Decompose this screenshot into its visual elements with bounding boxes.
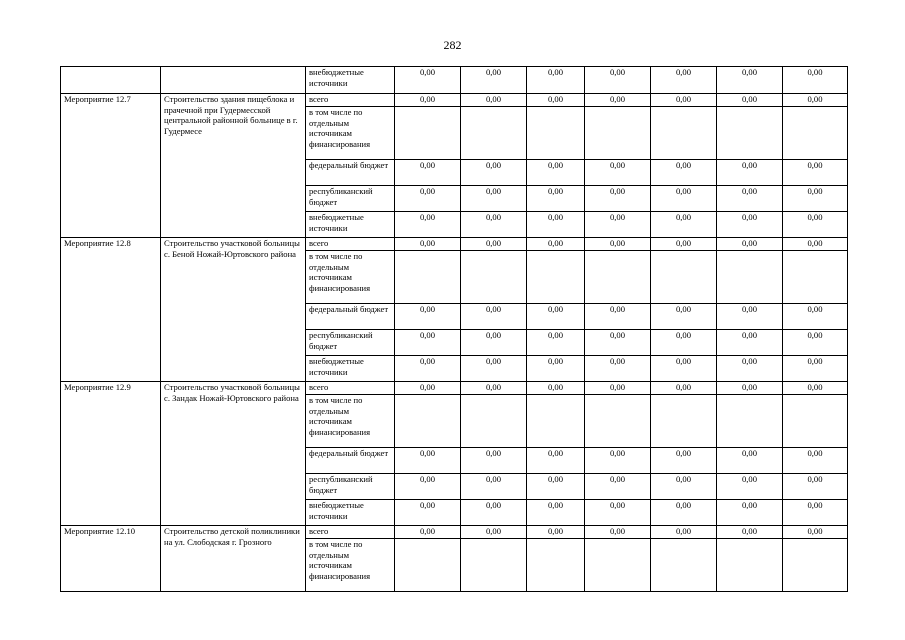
amount-cell	[651, 395, 717, 448]
amount-cell: 0,00	[585, 382, 651, 395]
amount-cell: 0,00	[461, 186, 527, 212]
funding-source: республиканский бюджет	[306, 330, 395, 356]
amount-cell: 0,00	[717, 212, 783, 238]
amount-cell: 0,00	[717, 448, 783, 474]
amount-cell	[717, 107, 783, 160]
funding-source: федеральный бюджет	[306, 448, 395, 474]
amount-cell: 0,00	[717, 94, 783, 107]
amount-cell	[527, 107, 585, 160]
measure-name: Строительство детской поликлиники на ул. Слободская г. Грозного	[161, 526, 306, 592]
amount-cell	[717, 251, 783, 304]
measure-code: Мероприятие 12.7	[61, 94, 161, 238]
amount-cell: 0,00	[717, 304, 783, 330]
amount-cell: 0,00	[461, 160, 527, 186]
amount-cell: 0,00	[461, 238, 527, 251]
amount-cell: 0,00	[783, 382, 848, 395]
amount-cell: 0,00	[527, 474, 585, 500]
funding-source: федеральный бюджет	[306, 160, 395, 186]
amount-cell: 0,00	[461, 212, 527, 238]
amount-cell: 0,00	[717, 382, 783, 395]
amount-cell	[395, 251, 461, 304]
amount-cell: 0,00	[783, 94, 848, 107]
funding-source: в том числе по отдельным источникам финансирования	[306, 539, 395, 592]
funding-source: внебюджетные источники	[306, 67, 395, 94]
amount-cell	[783, 395, 848, 448]
amount-cell: 0,00	[585, 526, 651, 539]
amount-cell: 0,00	[395, 382, 461, 395]
amount-cell: 0,00	[651, 238, 717, 251]
amount-cell: 0,00	[651, 186, 717, 212]
amount-cell: 0,00	[395, 67, 461, 94]
measure-code: Мероприятие 12.10	[61, 526, 161, 592]
amount-cell: 0,00	[395, 356, 461, 382]
measure-name: Строительство участковой больницы с. Беной Ножай-Юртовского района	[161, 238, 306, 382]
amount-cell: 0,00	[527, 382, 585, 395]
amount-cell	[717, 395, 783, 448]
amount-cell: 0,00	[395, 474, 461, 500]
amount-cell: 0,00	[585, 500, 651, 526]
funding-source: в том числе по отдельным источникам финансирования	[306, 395, 395, 448]
amount-cell: 0,00	[395, 94, 461, 107]
amount-cell	[461, 539, 527, 592]
amount-cell: 0,00	[783, 67, 848, 94]
amount-cell	[461, 107, 527, 160]
amount-cell: 0,00	[783, 304, 848, 330]
amount-cell: 0,00	[717, 238, 783, 251]
measure-name	[161, 67, 306, 94]
amount-cell: 0,00	[585, 304, 651, 330]
amount-cell: 0,00	[461, 94, 527, 107]
funding-source: в том числе по отдельным источникам финансирования	[306, 107, 395, 160]
amount-cell: 0,00	[461, 304, 527, 330]
amount-cell: 0,00	[527, 448, 585, 474]
amount-cell: 0,00	[527, 238, 585, 251]
amount-cell: 0,00	[783, 448, 848, 474]
funding-source: республиканский бюджет	[306, 186, 395, 212]
amount-cell: 0,00	[395, 160, 461, 186]
amount-cell: 0,00	[395, 212, 461, 238]
table-row	[61, 94, 848, 107]
table-row	[61, 526, 848, 539]
amount-cell: 0,00	[585, 356, 651, 382]
amount-cell: 0,00	[461, 356, 527, 382]
amount-cell	[783, 251, 848, 304]
amount-cell: 0,00	[461, 330, 527, 356]
amount-cell: 0,00	[395, 448, 461, 474]
amount-cell: 0,00	[783, 356, 848, 382]
amount-cell	[717, 539, 783, 592]
amount-cell: 0,00	[651, 160, 717, 186]
amount-cell: 0,00	[527, 160, 585, 186]
measure-name: Строительство участковой больницы с. Зандак Ножай-Юртовского района	[161, 382, 306, 526]
amount-cell	[527, 395, 585, 448]
amount-cell: 0,00	[783, 330, 848, 356]
amount-cell	[585, 107, 651, 160]
amount-cell: 0,00	[783, 500, 848, 526]
amount-cell: 0,00	[527, 212, 585, 238]
amount-cell: 0,00	[651, 212, 717, 238]
amount-cell: 0,00	[395, 186, 461, 212]
amount-cell: 0,00	[651, 94, 717, 107]
amount-cell	[651, 539, 717, 592]
amount-cell: 0,00	[527, 94, 585, 107]
table-row	[61, 382, 848, 395]
amount-cell	[395, 395, 461, 448]
amount-cell	[461, 395, 527, 448]
amount-cell: 0,00	[461, 67, 527, 94]
amount-cell: 0,00	[717, 160, 783, 186]
amount-cell: 0,00	[585, 160, 651, 186]
amount-cell: 0,00	[717, 330, 783, 356]
amount-cell: 0,00	[783, 238, 848, 251]
amount-cell: 0,00	[527, 330, 585, 356]
amount-cell: 0,00	[783, 212, 848, 238]
amount-cell: 0,00	[527, 500, 585, 526]
amount-cell: 0,00	[651, 526, 717, 539]
funding-source: в том числе по отдельным источникам финансирования	[306, 251, 395, 304]
amount-cell: 0,00	[651, 474, 717, 500]
funding-source: внебюджетные источники	[306, 356, 395, 382]
amount-cell: 0,00	[527, 67, 585, 94]
table-row	[61, 238, 848, 251]
amount-cell	[585, 539, 651, 592]
amount-cell: 0,00	[717, 474, 783, 500]
amount-cell: 0,00	[527, 356, 585, 382]
amount-cell: 0,00	[717, 67, 783, 94]
amount-cell: 0,00	[651, 500, 717, 526]
amount-cell: 0,00	[651, 356, 717, 382]
amount-cell: 0,00	[651, 382, 717, 395]
funding-source: всего	[306, 94, 395, 107]
funding-source: всего	[306, 526, 395, 539]
amount-cell: 0,00	[783, 474, 848, 500]
amount-cell: 0,00	[585, 474, 651, 500]
amount-cell: 0,00	[585, 212, 651, 238]
amount-cell: 0,00	[395, 526, 461, 539]
amount-cell	[651, 107, 717, 160]
amount-cell: 0,00	[585, 94, 651, 107]
amount-cell: 0,00	[395, 238, 461, 251]
amount-cell: 0,00	[651, 67, 717, 94]
amount-cell: 0,00	[717, 356, 783, 382]
amount-cell	[783, 107, 848, 160]
amount-cell: 0,00	[717, 500, 783, 526]
amount-cell	[585, 251, 651, 304]
amount-cell: 0,00	[717, 186, 783, 212]
amount-cell	[585, 395, 651, 448]
amount-cell: 0,00	[585, 67, 651, 94]
amount-cell: 0,00	[585, 238, 651, 251]
amount-cell	[395, 107, 461, 160]
funding-source: федеральный бюджет	[306, 304, 395, 330]
amount-cell: 0,00	[461, 474, 527, 500]
amount-cell: 0,00	[461, 500, 527, 526]
amount-cell	[651, 251, 717, 304]
amount-cell: 0,00	[461, 382, 527, 395]
amount-cell: 0,00	[527, 304, 585, 330]
measure-name: Строительство здания пищеблока и прачечной при Гудермесской центральной районной больнице в г. Гудермесе	[161, 94, 306, 238]
amount-cell	[527, 251, 585, 304]
amount-cell	[461, 251, 527, 304]
amount-cell: 0,00	[651, 304, 717, 330]
funding-source: внебюджетные источники	[306, 500, 395, 526]
amount-cell: 0,00	[395, 330, 461, 356]
measure-code: Мероприятие 12.9	[61, 382, 161, 526]
page-number: 282	[443, 38, 462, 52]
measure-code	[61, 67, 161, 94]
amount-cell: 0,00	[783, 160, 848, 186]
funding-source: республиканский бюджет	[306, 474, 395, 500]
measure-code: Мероприятие 12.8	[61, 238, 161, 382]
funding-source: всего	[306, 382, 395, 395]
amount-cell: 0,00	[395, 500, 461, 526]
amount-cell: 0,00	[395, 304, 461, 330]
amount-cell	[395, 539, 461, 592]
funding-source: внебюджетные источники	[306, 212, 395, 238]
amount-cell: 0,00	[527, 526, 585, 539]
table-row	[61, 67, 848, 94]
amount-cell: 0,00	[585, 186, 651, 212]
amount-cell: 0,00	[717, 526, 783, 539]
amount-cell: 0,00	[461, 526, 527, 539]
amount-cell: 0,00	[651, 330, 717, 356]
amount-cell: 0,00	[461, 448, 527, 474]
budget-table	[60, 66, 848, 592]
amount-cell: 0,00	[783, 526, 848, 539]
funding-source: всего	[306, 238, 395, 251]
amount-cell	[527, 539, 585, 592]
amount-cell: 0,00	[651, 448, 717, 474]
amount-cell: 0,00	[527, 186, 585, 212]
amount-cell	[783, 539, 848, 592]
amount-cell: 0,00	[585, 448, 651, 474]
amount-cell: 0,00	[585, 330, 651, 356]
amount-cell: 0,00	[783, 186, 848, 212]
